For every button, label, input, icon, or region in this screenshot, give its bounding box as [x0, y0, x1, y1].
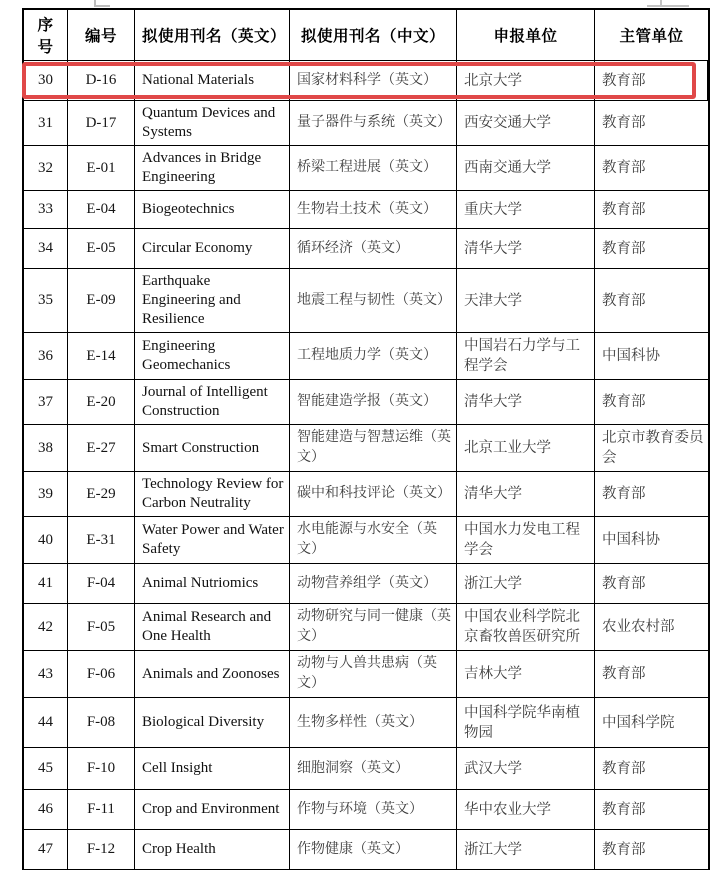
cell-applicant: 浙江大学 [457, 830, 595, 870]
cell-supervisor: 教育部 [595, 748, 708, 790]
table-row [24, 790, 708, 830]
crop-artifact-right-vertical [660, 0, 662, 5]
table-row [24, 333, 708, 380]
column-header-supervisor: 主管单位 [595, 10, 708, 61]
table-row [24, 651, 708, 698]
cell-no: 36 [24, 333, 68, 380]
table-row [24, 748, 708, 790]
cell-journal-name-en: Smart Construction [135, 425, 290, 472]
cell-journal-name-zh: 工程地质力学（英文） [290, 333, 457, 380]
cell-no: 38 [24, 425, 68, 472]
cell-supervisor: 教育部 [595, 229, 708, 269]
cell-code: F-11 [68, 790, 135, 830]
journal-table [22, 8, 710, 870]
cell-code: E-05 [68, 229, 135, 269]
table-row [24, 472, 708, 517]
cell-supervisor: 教育部 [595, 790, 708, 830]
cell-supervisor: 中国科学院 [595, 698, 708, 748]
cell-no: 35 [24, 269, 68, 333]
cell-applicant: 中国农业科学院北京畜牧兽医研究所 [457, 604, 595, 651]
cell-code: E-31 [68, 517, 135, 564]
cell-supervisor: 教育部 [595, 830, 708, 870]
cell-journal-name-zh: 动物与人兽共患病（英文） [290, 651, 457, 698]
column-header-name_en: 拟使用刊名（英文） [135, 10, 290, 61]
cell-supervisor: 教育部 [595, 269, 708, 333]
cell-supervisor: 农业农村部 [595, 604, 708, 651]
cell-supervisor: 教育部 [595, 146, 708, 191]
table-row [24, 830, 708, 870]
cell-journal-name-zh: 智能建造学报（英文） [290, 380, 457, 425]
cell-no: 39 [24, 472, 68, 517]
cell-code: E-29 [68, 472, 135, 517]
cell-supervisor: 中国科协 [595, 333, 708, 380]
table-row [24, 425, 708, 472]
cell-journal-name-zh: 碳中和科技评论（英文） [290, 472, 457, 517]
cell-journal-name-en: Earthquake Engineering and Resilience [135, 269, 290, 333]
cell-journal-name-zh: 细胞洞察（英文） [290, 748, 457, 790]
cell-journal-name-en: Cell Insight [135, 748, 290, 790]
cell-journal-name-zh: 量子器件与系统（英文） [290, 101, 457, 146]
cell-code: E-04 [68, 191, 135, 229]
cell-supervisor: 教育部 [595, 564, 708, 604]
column-header-name_zh: 拟使用刊名（中文） [290, 10, 457, 61]
cell-applicant: 吉林大学 [457, 651, 595, 698]
cell-journal-name-zh: 作物健康（英文） [290, 830, 457, 870]
table-row [24, 604, 708, 651]
cell-journal-name-en: National Materials [135, 61, 290, 101]
table-row [24, 229, 708, 269]
table-row [24, 191, 708, 229]
cell-applicant: 天津大学 [457, 269, 595, 333]
cell-supervisor: 教育部 [595, 101, 708, 146]
cell-no: 45 [24, 748, 68, 790]
crop-artifact-right-horizontal [647, 5, 689, 7]
cell-journal-name-en: Biological Diversity [135, 698, 290, 748]
cell-journal-name-zh: 生物多样性（英文） [290, 698, 457, 748]
cell-supervisor: 北京市教育委员会 [595, 425, 708, 472]
cell-applicant: 西安交通大学 [457, 101, 595, 146]
cell-no: 44 [24, 698, 68, 748]
cell-journal-name-zh: 智能建造与智慧运维（英文） [290, 425, 457, 472]
cell-supervisor: 教育部 [595, 61, 708, 101]
cell-no: 30 [24, 61, 68, 101]
table-row [24, 61, 708, 101]
cell-applicant: 中国岩石力学与工程学会 [457, 333, 595, 380]
column-header-no: 序号 [24, 10, 68, 61]
table-row [24, 101, 708, 146]
cell-journal-name-en: Journal of Intelligent Construction [135, 380, 290, 425]
cell-applicant: 浙江大学 [457, 564, 595, 604]
cell-code: F-04 [68, 564, 135, 604]
cell-code: E-09 [68, 269, 135, 333]
cell-applicant: 清华大学 [457, 229, 595, 269]
cell-applicant: 清华大学 [457, 472, 595, 517]
cell-no: 33 [24, 191, 68, 229]
cell-journal-name-en: Animals and Zoonoses [135, 651, 290, 698]
cell-supervisor: 教育部 [595, 380, 708, 425]
cell-no: 37 [24, 380, 68, 425]
cell-no: 43 [24, 651, 68, 698]
cell-no: 34 [24, 229, 68, 269]
column-header-code: 编号 [68, 10, 135, 61]
cell-applicant: 中国科学院华南植物园 [457, 698, 595, 748]
table-row [24, 698, 708, 748]
table-row [24, 146, 708, 191]
cell-supervisor: 教育部 [595, 191, 708, 229]
cell-applicant: 中国水力发电工程学会 [457, 517, 595, 564]
cell-no: 31 [24, 101, 68, 146]
cell-journal-name-zh: 国家材料科学（英文） [290, 61, 457, 101]
cell-supervisor: 中国科协 [595, 517, 708, 564]
cell-no: 42 [24, 604, 68, 651]
cell-journal-name-en: Circular Economy [135, 229, 290, 269]
cell-code: E-01 [68, 146, 135, 191]
cell-no: 46 [24, 790, 68, 830]
table-row [24, 564, 708, 604]
cell-journal-name-en: Engineering Geomechanics [135, 333, 290, 380]
cell-supervisor: 教育部 [595, 472, 708, 517]
cell-journal-name-zh: 动物营养组学（英文） [290, 564, 457, 604]
cell-code: E-20 [68, 380, 135, 425]
cell-no: 32 [24, 146, 68, 191]
table-header-row [24, 10, 708, 61]
crop-artifact-left-horizontal [94, 5, 110, 7]
cell-journal-name-zh: 生物岩土技术（英文） [290, 191, 457, 229]
cell-journal-name-en: Advances in Bridge Engineering [135, 146, 290, 191]
cell-journal-name-zh: 水电能源与水安全（英文） [290, 517, 457, 564]
cell-code: D-16 [68, 61, 135, 101]
cell-code: D-17 [68, 101, 135, 146]
cell-journal-name-zh: 作物与环境（英文） [290, 790, 457, 830]
cell-code: E-27 [68, 425, 135, 472]
cell-journal-name-zh: 动物研究与同一健康（英文） [290, 604, 457, 651]
cell-journal-name-zh: 地震工程与韧性（英文） [290, 269, 457, 333]
cell-code: F-08 [68, 698, 135, 748]
cell-applicant: 北京大学 [457, 61, 595, 101]
cell-applicant: 重庆大学 [457, 191, 595, 229]
cell-journal-name-zh: 循环经济（英文） [290, 229, 457, 269]
cell-no: 47 [24, 830, 68, 870]
cell-journal-name-en: Crop and Environment [135, 790, 290, 830]
cell-applicant: 清华大学 [457, 380, 595, 425]
cell-journal-name-en: Crop Health [135, 830, 290, 870]
crop-artifact-left-vertical [94, 0, 96, 5]
cell-supervisor: 教育部 [595, 651, 708, 698]
cell-journal-name-en: Biogeotechnics [135, 191, 290, 229]
cell-applicant: 西南交通大学 [457, 146, 595, 191]
cell-journal-name-en: Animal Nutriomics [135, 564, 290, 604]
column-header-applicant: 申报单位 [457, 10, 595, 61]
table-row [24, 380, 708, 425]
cell-code: F-12 [68, 830, 135, 870]
cell-applicant: 华中农业大学 [457, 790, 595, 830]
cell-journal-name-en: Technology Review for Carbon Neutrality [135, 472, 290, 517]
cell-no: 41 [24, 564, 68, 604]
cell-journal-name-en: Animal Research and One Health [135, 604, 290, 651]
table-row [24, 517, 708, 564]
cell-code: F-05 [68, 604, 135, 651]
cell-code: F-06 [68, 651, 135, 698]
table-row [24, 269, 708, 333]
cell-applicant: 武汉大学 [457, 748, 595, 790]
cell-no: 40 [24, 517, 68, 564]
cell-code: E-14 [68, 333, 135, 380]
cell-journal-name-zh: 桥梁工程进展（英文） [290, 146, 457, 191]
cell-journal-name-en: Water Power and Water Safety [135, 517, 290, 564]
cell-journal-name-en: Quantum Devices and Systems [135, 101, 290, 146]
cell-applicant: 北京工业大学 [457, 425, 595, 472]
cell-code: F-10 [68, 748, 135, 790]
